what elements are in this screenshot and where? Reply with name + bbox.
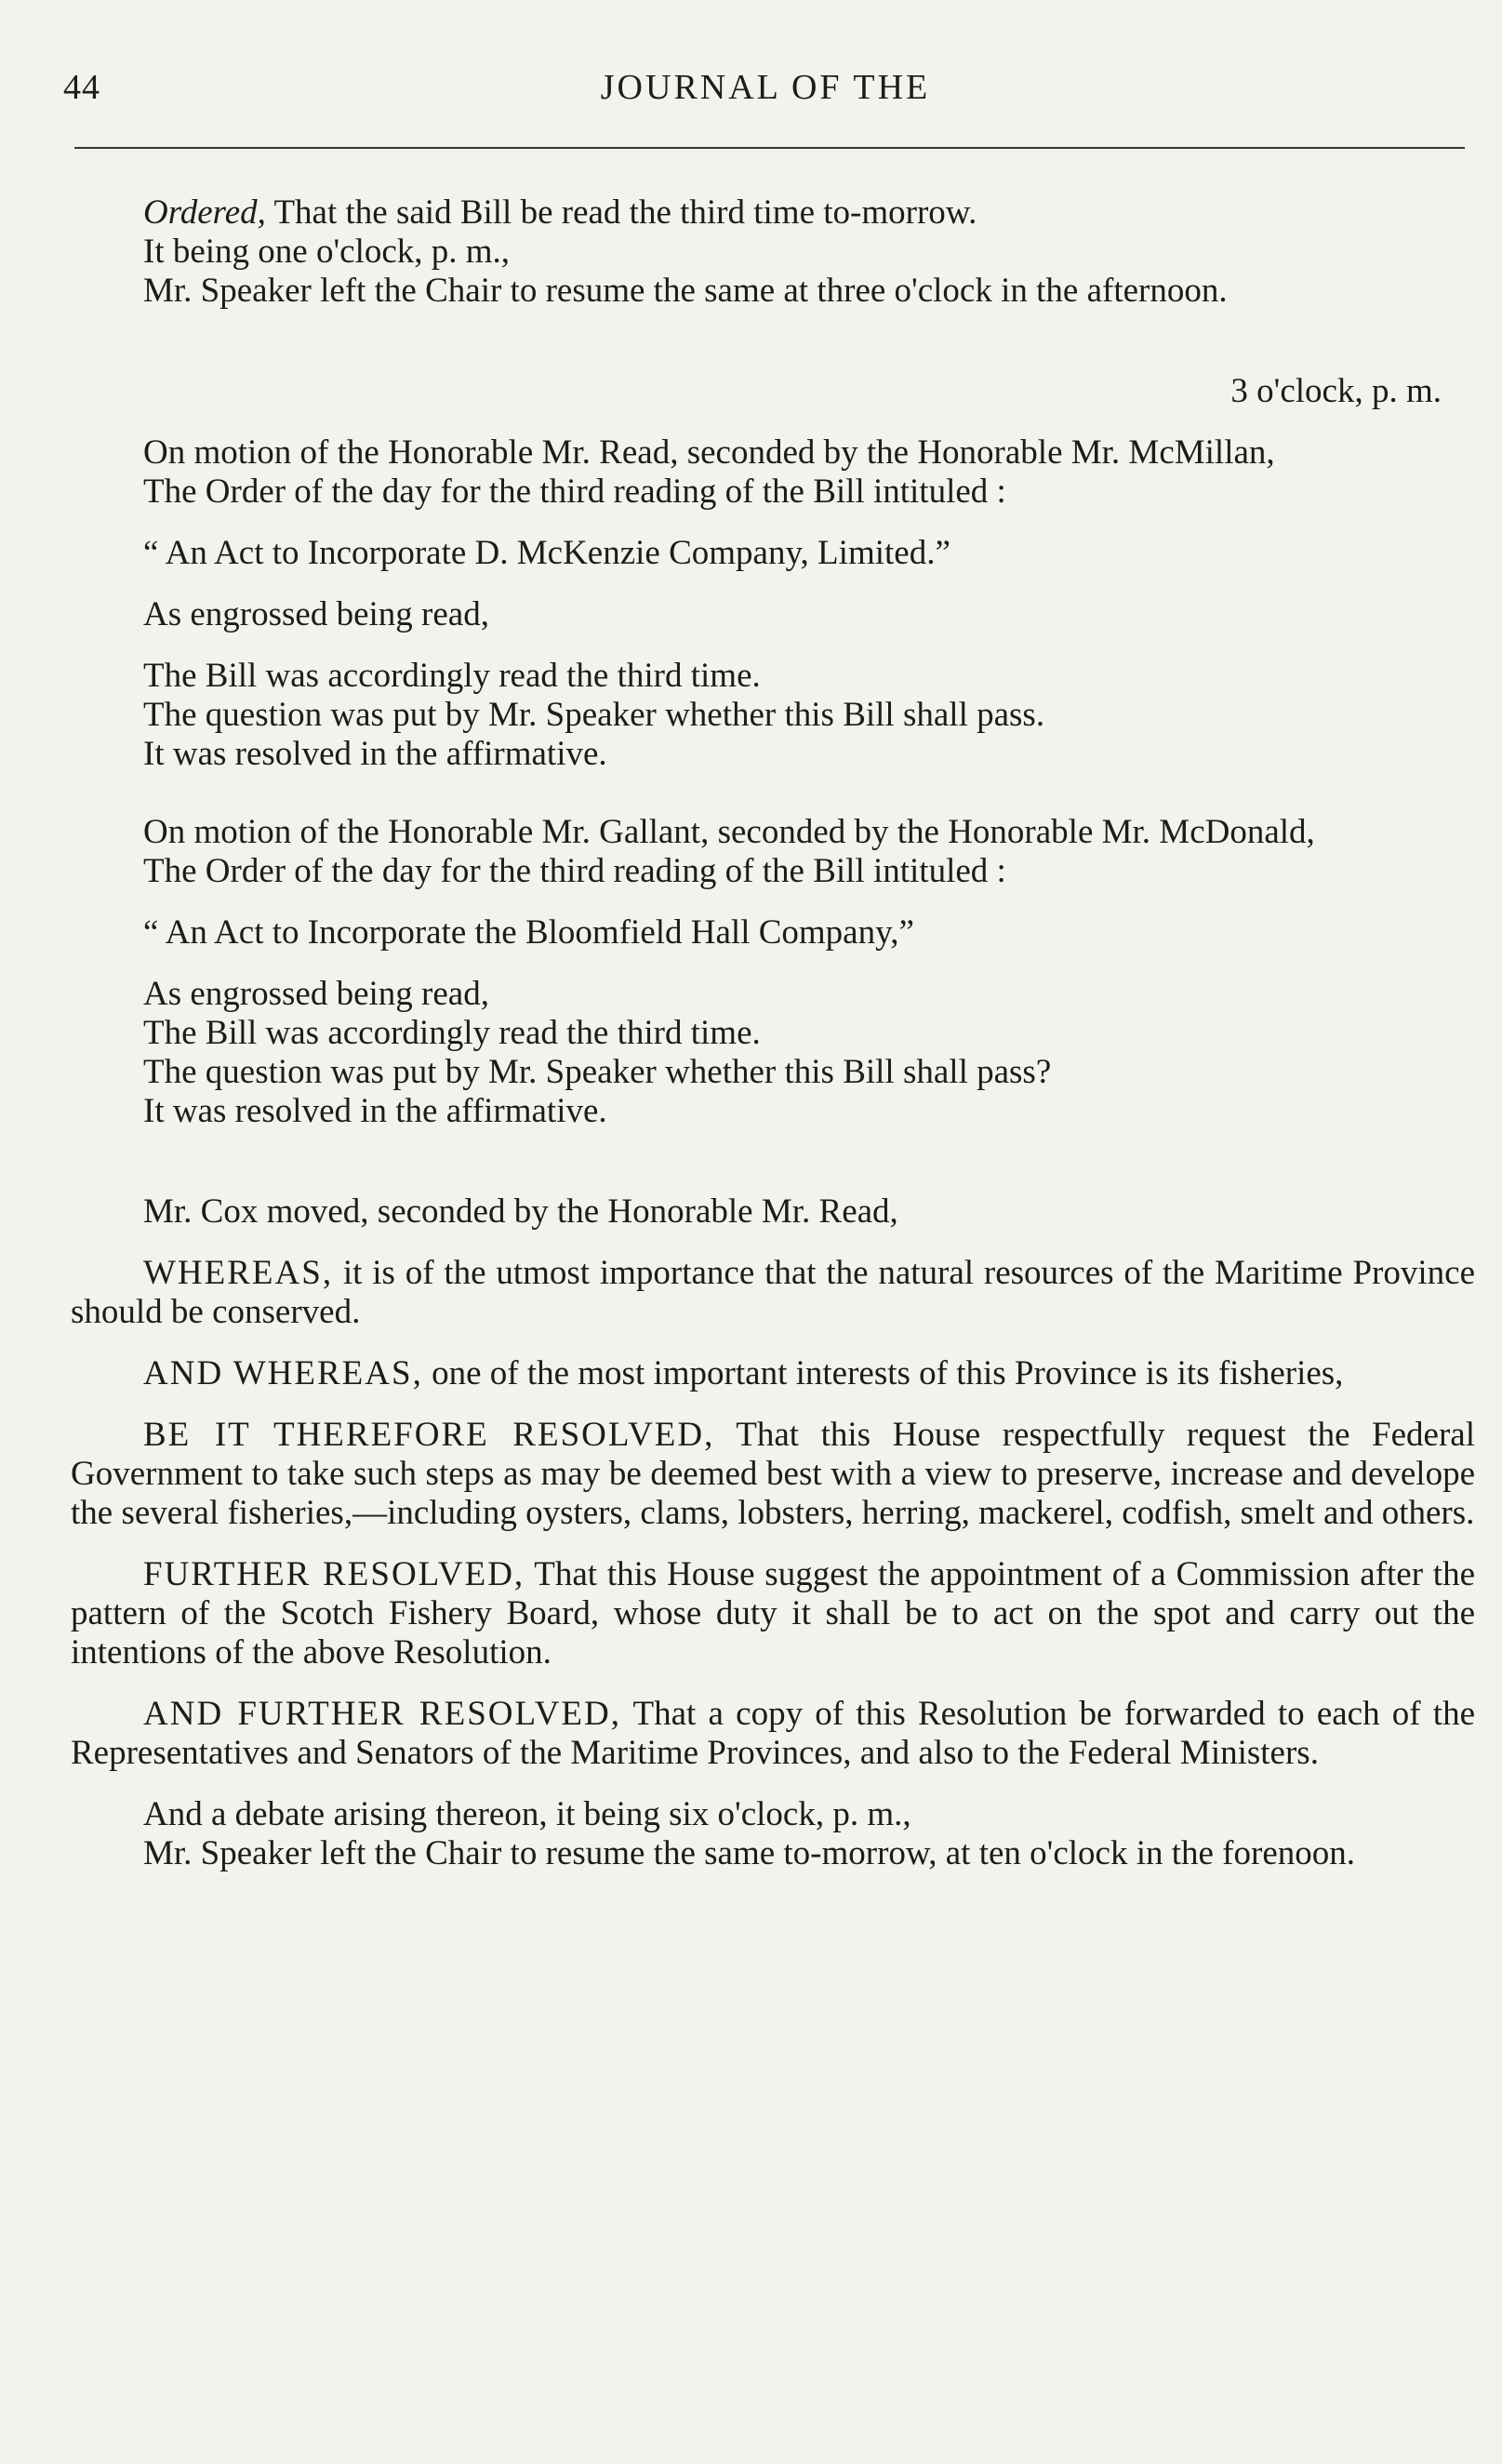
paragraph-text: That this House suggest the appointment of a Commission after the pattern of the Scotch Fishery Board, whose duty it shall be to act on the spot and carry out the intentions of the above Resolution.	[71, 1555, 1476, 1672]
paragraph-lead: FURTHER RESOLVED,	[143, 1555, 525, 1593]
paragraph: It being one o'clock, p. m.,	[143, 233, 511, 271]
paragraph-lead: AND FURTHER RESOLVED,	[143, 1695, 621, 1733]
header-rule	[74, 147, 1465, 149]
paragraph: It was resolved in the affirmative.	[143, 1092, 607, 1130]
paragraph: The question was put by Mr. Speaker whether this Bill shall pass.	[143, 696, 1045, 734]
paragraph: And a debate arising thereon, it being six o'clock, p. m.,	[143, 1795, 911, 1833]
paragraph: The Order of the day for the third reading of the Bill intituled :	[143, 852, 1006, 890]
paragraph: Mr. Speaker left the Chair to resume the same at three o'clock in the afternoon.	[143, 272, 1228, 310]
paragraph-text: That a copy of this Resolution be forwarded to each of the Representatives and Senators of the Maritime Provinces, and also to the Federal Ministers.	[71, 1695, 1476, 1772]
paragraph-text: one of the most important interests of this Province is its fisheries,	[422, 1354, 1344, 1392]
paragraph-text: That the said Bill be read the third time to-morrow.	[265, 193, 977, 232]
paragraph: Mr. Cox moved, seconded by the Honorable Mr. Read,	[143, 1192, 898, 1231]
bill-title: “ An Act to Incorporate the Bloomfield Hall Company,”	[143, 913, 914, 952]
paragraph: The Order of the day for the third reading of the Bill intituled :	[143, 473, 1006, 511]
journal-body	[71, 193, 1475, 1873]
paragraph-lead: Ordered,	[143, 193, 266, 232]
page-header	[63, 67, 1468, 123]
resolution-paragraph	[71, 1555, 1475, 1672]
paragraph	[71, 193, 1475, 233]
paragraph: As engrossed being read,	[143, 595, 489, 633]
bill-title: “ An Act to Incorporate D. McKenzie Company, Limited.”	[143, 534, 950, 572]
paragraph: The Bill was accordingly read the third time.	[143, 1014, 761, 1052]
resolution-paragraph	[71, 1354, 1475, 1393]
resolution-paragraph	[71, 1254, 1475, 1332]
paragraph: On motion of the Honorable Mr. Gallant, seconded by the Honorable Mr. McDonald,	[143, 813, 1315, 851]
time-stamp: 3 o'clock, p. m.	[1230, 372, 1442, 410]
paragraph: It was resolved in the affirmative.	[143, 735, 607, 773]
paragraph-lead: AND WHEREAS,	[143, 1354, 423, 1392]
paragraph-lead: WHEREAS,	[143, 1254, 334, 1292]
paragraph: The Bill was accordingly read the third time.	[143, 657, 761, 695]
paragraph: On motion of the Honorable Mr. Read, seconded by the Honorable Mr. McMillan,	[143, 433, 1275, 472]
paragraph: The question was put by Mr. Speaker whether this Bill shall pass?	[143, 1053, 1052, 1091]
page-number: 44	[63, 68, 100, 107]
paragraph-text: it is of the utmost importance that the natural resources of the Maritime Province should be conserved.	[71, 1254, 1475, 1331]
resolution-paragraph	[71, 1695, 1475, 1773]
resolution-paragraph	[71, 1416, 1475, 1533]
paragraph-lead: BE IT THEREFORE RESOLVED,	[143, 1416, 715, 1454]
paragraph: As engrossed being read,	[143, 975, 489, 1013]
running-head: JOURNAL OF THE	[600, 68, 931, 107]
paragraph-text: That this House respectfully request the Federal Government to take such steps as may be deemed best with a view to preserve, increase and develope the several fisheries,—including oysters, clams, lobsters, herring, mackerel, codfish, smelt and others.	[71, 1416, 1476, 1532]
paragraph: Mr. Speaker left the Chair to resume the same to-morrow, at ten o'clock in the forenoon.	[143, 1834, 1355, 1872]
